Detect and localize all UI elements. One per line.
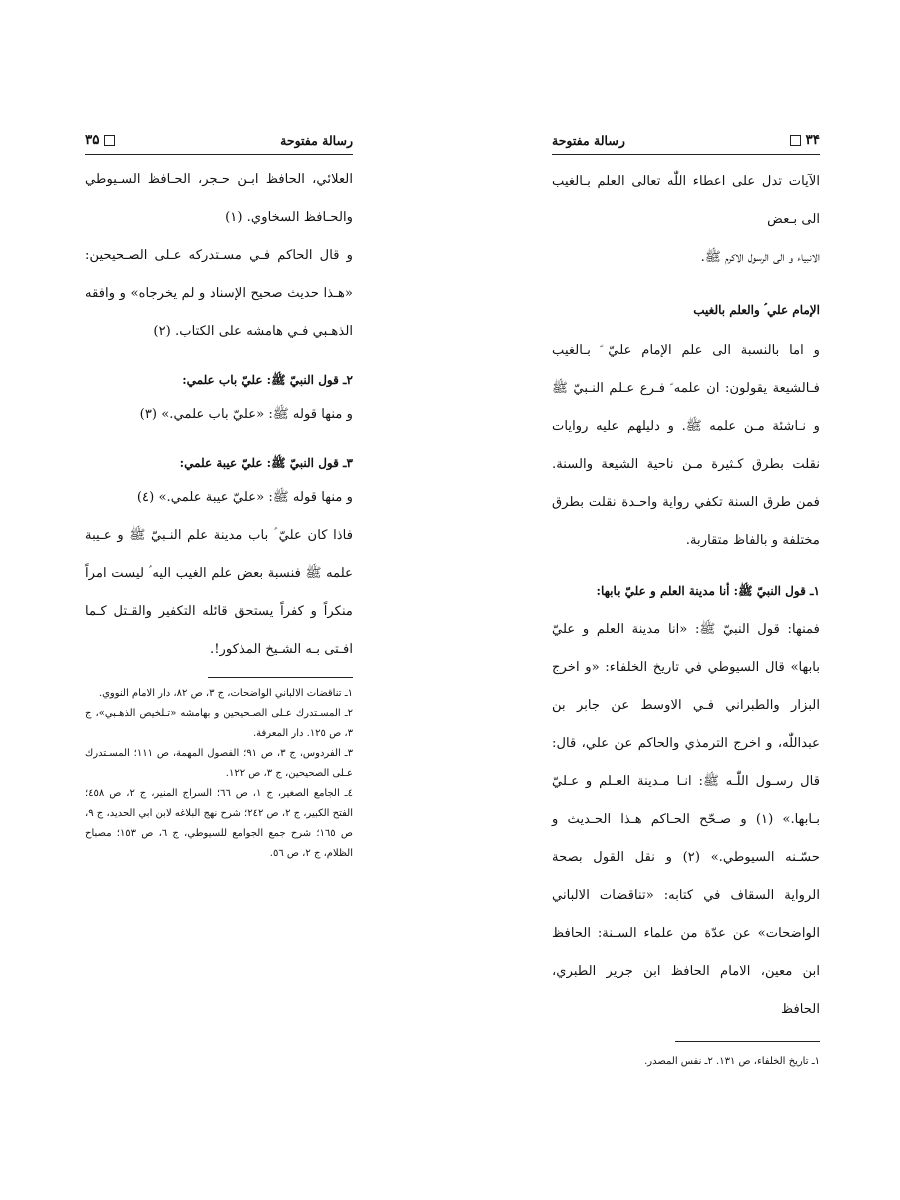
square-ornament-icon <box>104 135 115 146</box>
heading-2: ٢ـ قول النبيّ ﷺ: عليّ باب علمي: <box>182 373 353 387</box>
footnote-2: ٢ـ المسـتدرك عـلى الصـحيحين و بهامشه «تـلخيص الذهـبي»، ج ٣، ص ١٢٥. دار المعرفة. <box>85 708 353 739</box>
subheading-paragraph: فمنها: قول النبيّ ﷺ: «انا مدينة العلم و عليّ بابها» قال السيوطي في تاريخ الخلفاء: «و اخرج البزار والطبراني فـي الاوسط عن جابر بن عبداللّٰه، و اخرج الترمذي والحاكم عن علي، قال: قال رسـول اللّٰـه ﷺ: انـا مـدينة العـلم و عـليّ بـابها.» (١) و صـحّح الحـاكم هـذا الحـديث و حسّـنه السيوطي.» (٢) و نقل القول بصحة الرواية السقاف في كتابه: «تناقضات الالباني الواضحات» عن عدّة من علماء السـنة: الحافظ ابن معين، الامام الحافظ ابن جرير الطبري، الحافظ <box>552 622 820 1017</box>
subheading: ١ـ قول النبيّ ﷺ: أنا مدينة العلم و عليّ بابها: <box>596 584 820 598</box>
page-number-group <box>790 132 820 148</box>
page-number-group <box>85 132 115 148</box>
paragraph-2: و قال الحاكم فـي مسـتدركه عـلى الصـحيحين: «هـذا حديث صحيح الإسناد و لم يخرجاه» و وافقه الذهـبي فـي هامشه على الكتاب. (٢) <box>85 248 353 339</box>
footnote-4: ٤ـ الجامع الصغير، ج ١، ص ٦٦؛ السراج المنير، ج ٢، ص ٤٥٨؛ الفتح الكبير، ج ٢، ص ٢٤٢؛ شرح نهج البلاغه لابن ابي الحديد، ج ٩، ص ١٦٥؛ شرح جمع الجوامع للسيوطي، ج ٦، ص ١٥٣؛ مصباح الظلام، ج ٢، ص ٥٦. <box>85 788 353 859</box>
intro-line-2: الانبياء و الى الرسول الاكرم ﷺ. <box>700 250 820 265</box>
running-title: رسالة مفتوحة <box>280 133 353 148</box>
paragraph-1: العلائي، الحافظ ابـن حـجر، الحـافظ السـيوطي والحـافظ السخاوي. (١) <box>85 172 353 225</box>
page-34 <box>552 132 820 1072</box>
intro-line-1: الآيات تدل على اعطاء اللّٰه تعالى العلم بـالغيب الى بـعض <box>552 174 820 227</box>
paragraph-5: فاذا كان عليّ ؑ باب مدينة علم النـبيّ ﷺ و عـيبة علمه ﷺ فنسبة بعض علم الغيب اليه ؑ ليست امراً منكراً و كفراً يستحق قائله التكفير والقـتل كـما افـتى بـه الشـيخ المذكور!. <box>85 528 353 657</box>
paragraph-3: و منها قوله ﷺ: «عليّ باب علمي.» (٣) <box>139 407 353 422</box>
page-number: ۳۵ <box>85 132 100 148</box>
section-paragraph: و اما بالنسبة الى علم الإمام عليّ ؑ بـالغيب فـالشيعة يقولون: ان علمه ؑ فـرع عـلم النـبيّ ﷺ و نـاشئة مـن علمه ﷺ. و دليلهم عليه روايات نقلت بطرق كـثيرة مـن ناحية الشيعة والسنة. فمن طرق السنة تكفي رواية واحـدة نقلت بطرق مختلفة و بالفاظ متقاربة. <box>552 343 820 548</box>
footnotes <box>85 684 353 864</box>
footnote-1: ١ـ تناقضات الالباني الواضحات، ج ٣، ص ٨٢، دار الامام النووي. <box>98 688 353 699</box>
page-body <box>85 161 353 669</box>
heading-3: ٣ـ قول النبيّ ﷺ: عليّ عيبة علمي: <box>179 456 353 470</box>
footnote-line: ١ـ تاريخ الخلفاء، ص ١٣١. ٢ـ نفس المصدر. <box>644 1056 820 1067</box>
paragraph-4: و منها قوله ﷺ: «عليّ عيبة علمي.» (٤) <box>136 490 353 505</box>
page-header <box>85 132 353 155</box>
page-number: ۳۴ <box>805 132 820 148</box>
section-heading: الإمام علي ؑ والعلم بالغيب <box>693 303 820 317</box>
running-title: رسالة مفتوحة <box>552 133 625 148</box>
page-35 <box>85 132 353 864</box>
footnote-3: ٣ـ الفردوس، ج ٣، ص ٩١؛ الفصول المهمة، ص ١١١؛ المسـتدرك عـلى الصحيحين، ج ٣، ص ١٢٢. <box>85 748 353 779</box>
footnotes <box>552 1052 820 1072</box>
footnote-rule <box>208 677 353 678</box>
page-header <box>552 132 820 155</box>
square-ornament-icon <box>790 135 801 146</box>
page-body <box>552 163 820 1029</box>
footnote-rule <box>675 1041 820 1042</box>
